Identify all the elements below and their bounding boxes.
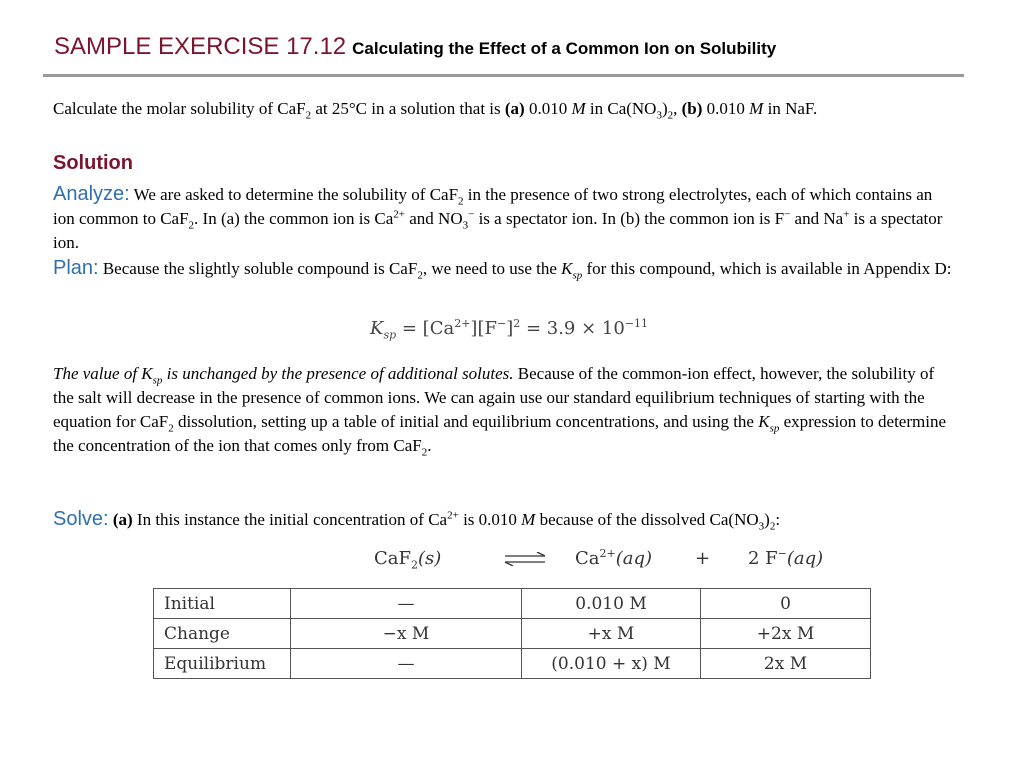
exercise-subtitle: Calculating the Effect of a Common Ion on Solubility xyxy=(352,39,777,58)
table-cell: — xyxy=(291,649,522,679)
reaction-product-fluoride: 2 F−(aq) xyxy=(748,547,824,569)
table-cell: 2x M xyxy=(701,649,871,679)
problem-statement: Calculate the molar solubility of CaF$_2$ at 25°C in a solution that is (a) 0.010 M in $Ca(NO_3)_2$, (b) 0.010 M in NaF. xyxy=(53,99,818,122)
table-cell: 0.010 M xyxy=(522,589,701,619)
discussion-paragraph: The value of $K_{sp}$ is unchanged by the presence of additional solutes. Because of the common-ion effect, however, the solubility of the salt will decrease in the presence of common ions. We can again use our standard equilibrium techniques of starting with the equation for CaF$_2$ dissolution, setting up a table of initial and equilibrium concentrations, and using the $K_{sp}$ expression to determine the concentration of the ion that comes only from CaF$_2$. xyxy=(53,364,946,459)
table-row xyxy=(154,649,871,679)
table-cell: +x M xyxy=(522,619,701,649)
ksp-equation: $K_{sp} = [Ca^{2+}][F^-]^2 = 3.9 \times 10^{-11}$ xyxy=(370,317,649,342)
solution-heading: Solution xyxy=(53,152,133,174)
title-divider xyxy=(43,74,964,77)
row-label: Initial xyxy=(154,589,291,619)
plan-paragraph: Plan: Because the slightly soluble compound is CaF$_2$, we need to use the $K_{sp}$ for this compound, which is available in Appendix D: xyxy=(53,257,952,282)
table-cell: −x M xyxy=(291,619,522,649)
page-title xyxy=(54,33,776,61)
solve-paragraph: Solve: (a) In this instance the initial concentration of $Ca^{2+}$ is 0.010 M because of the dissolved $Ca(NO_3)_2$: xyxy=(53,508,781,533)
analyze-paragraph: Analyze: We are asked to determine the solubility of CaF$_2$ in the presence of two strong electrolytes, each of which contains an ion common to CaF$_2$. In (a) the common ion is $Ca^{2+}$ and $NO_3^-$ is a spectator ion. In (b) the common ion is F− and Na+ is a spectator ion. xyxy=(53,183,943,252)
table-row xyxy=(154,619,871,649)
equilibrium-arrow-icon xyxy=(503,552,547,566)
exercise-number: SAMPLE EXERCISE 17.12 xyxy=(54,33,347,60)
reaction-product-calcium: $Ca^{2+}(aq)$ xyxy=(575,547,653,569)
reaction-plus: + xyxy=(695,548,711,569)
table-cell: (0.010 + x) M xyxy=(522,649,701,679)
analyze-label: Analyze: xyxy=(53,183,130,205)
plan-label: Plan: xyxy=(53,257,99,279)
table-cell: +2x M xyxy=(701,619,871,649)
row-label: Change xyxy=(154,619,291,649)
table-row xyxy=(154,589,871,619)
ice-table xyxy=(153,588,871,679)
table-cell: — xyxy=(291,589,522,619)
solve-label: Solve: xyxy=(53,508,109,530)
row-label: Equilibrium xyxy=(154,649,291,679)
reaction-reactant: CaF$_2$(s) xyxy=(374,548,442,572)
table-cell: 0 xyxy=(701,589,871,619)
